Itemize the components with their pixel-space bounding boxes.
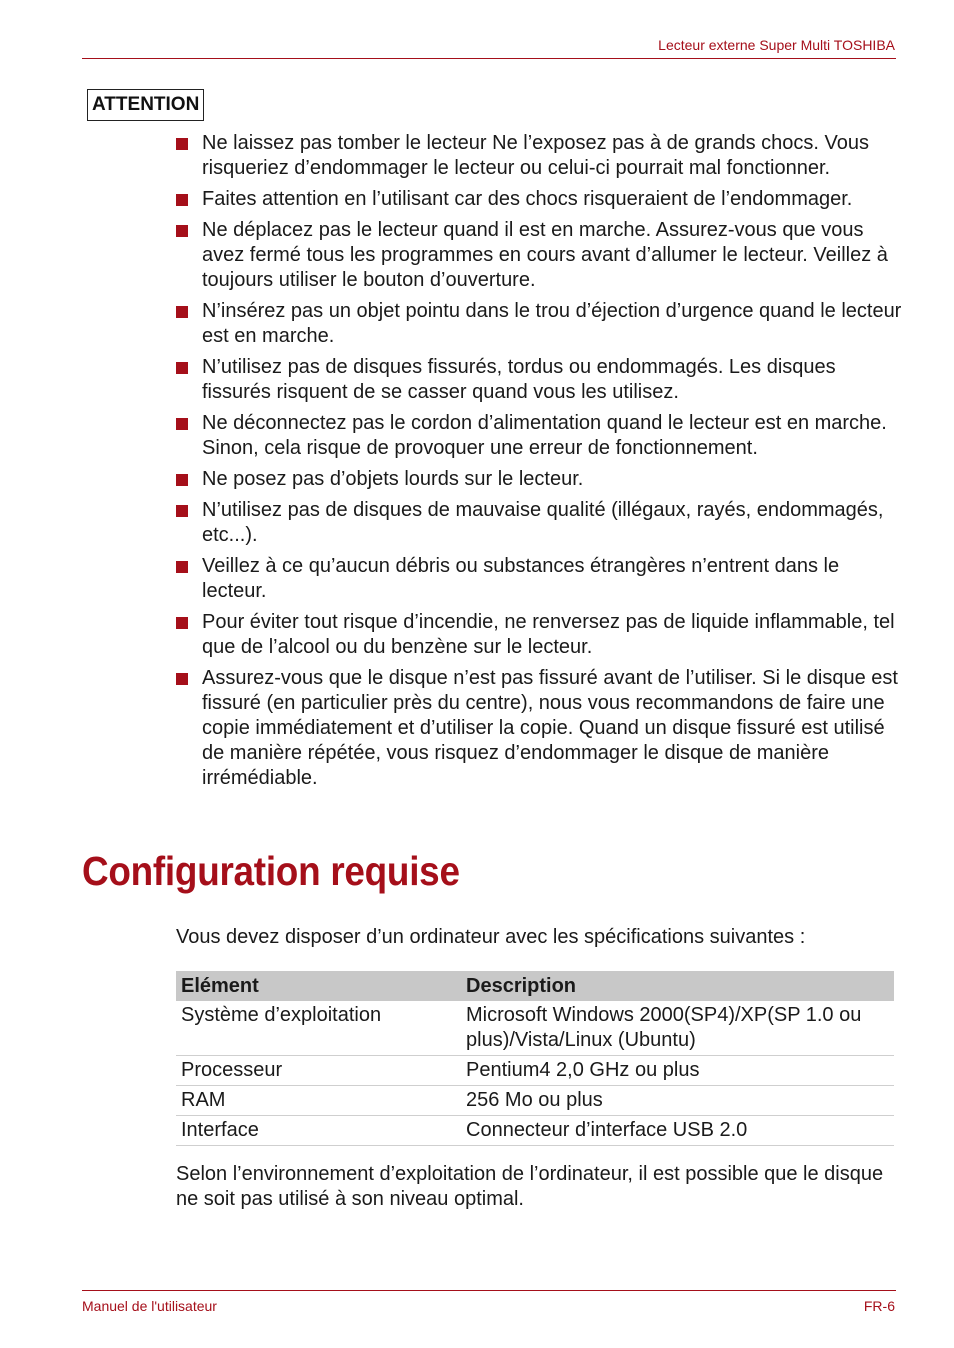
requirements-table	[176, 971, 894, 1146]
column-header-description: Description	[461, 971, 894, 1001]
square-bullet-icon	[176, 362, 188, 374]
caution-text: Ne déconnectez pas le cordon d’alimentation quand le lecteur est en marche. Sinon, cela risque de provoquer une erreur de fonctionnement.	[202, 412, 887, 459]
square-bullet-icon	[176, 194, 188, 206]
caution-text: Ne posez pas d’objets lourds sur le lecteur.	[202, 468, 584, 490]
closing-paragraph: Selon l’environnement d’exploitation de l’ordinateur, il est possible que le disque ne soit pas utilisé à son niveau optimal.	[176, 1163, 884, 1210]
table-cell: RAM	[176, 1086, 461, 1116]
list-item	[0, 218, 902, 293]
square-bullet-icon	[176, 225, 188, 237]
footer-manual-title: Manuel de l'utilisateur	[82, 1298, 217, 1314]
header-divider	[82, 58, 896, 59]
square-bullet-icon	[176, 474, 188, 486]
table-row	[176, 1001, 894, 1056]
table-cell: Processeur	[176, 1056, 461, 1086]
square-bullet-icon	[176, 306, 188, 318]
square-bullet-icon	[176, 673, 188, 685]
square-bullet-icon	[176, 138, 188, 150]
list-item	[0, 498, 902, 548]
square-bullet-icon	[176, 505, 188, 517]
table-cell: Interface	[176, 1116, 461, 1146]
square-bullet-icon	[176, 617, 188, 629]
section-title: Configuration requise	[82, 848, 460, 894]
table-cell: Microsoft Windows 2000(SP4)/XP(SP 1.0 ou plus)/Vista/Linux (Ubuntu)	[461, 1001, 894, 1056]
table-row	[176, 1056, 894, 1086]
caution-text: Ne déplacez pas le lecteur quand il est en marche. Assurez-vous que vous avez fermé tous les programmes en cours avant d’allumer le lecteur. Veillez à toujours utiliser le bouton d’ouverture.	[202, 219, 888, 291]
caution-text: N’insérez pas un objet pointu dans le trou d’éjection d’urgence quand le lecteur est en marche.	[202, 300, 902, 347]
table-row	[176, 1086, 894, 1116]
caution-text: Ne laissez pas tomber le lecteur Ne l’exposez pas à de grands chocs. Vous risqueriez d’endommager le lecteur ou celui-ci pourrait mal fonctionner.	[202, 132, 870, 179]
caution-list	[0, 131, 902, 797]
list-item	[0, 131, 902, 181]
attention-label: ATTENTION	[87, 89, 204, 121]
square-bullet-icon	[176, 561, 188, 573]
square-bullet-icon	[176, 418, 188, 430]
footer-divider	[82, 1290, 896, 1291]
table-cell: Système d’exploitation	[176, 1001, 461, 1056]
list-item	[0, 554, 902, 604]
caution-text: Pour éviter tout risque d’incendie, ne renversez pas de liquide inflammable, tel que de l’alcool ou du benzène sur le lecteur.	[202, 611, 895, 658]
intro-paragraph: Vous devez disposer d’un ordinateur avec les spécifications suivantes :	[176, 926, 806, 948]
table-cell: Pentium4 2,0 GHz ou plus	[461, 1056, 894, 1086]
caution-text: Assurez-vous que le disque n’est pas fissuré avant de l’utiliser. Si le disque est fissuré (en particulier près du centre), nous vous recommandons de faire une copie immédiatement et d’utiliser la copie. Quand un disque fissuré est utilisé de manière répétée, vous risquez d’endommager le disque de manière irrémédiable.	[202, 667, 898, 789]
column-header-element: Elément	[176, 971, 461, 1001]
table-header-row	[176, 971, 894, 1001]
list-item	[0, 467, 902, 492]
list-item	[0, 411, 902, 461]
list-item	[0, 666, 902, 791]
list-item	[0, 299, 902, 349]
list-item	[0, 355, 902, 405]
page-number: FR-6	[863, 1298, 895, 1314]
running-header: Lecteur externe Super Multi TOSHIBA	[658, 37, 895, 53]
caution-text: Faites attention en l’utilisant car des chocs risqueraient de l’endommager.	[202, 188, 853, 210]
list-item	[0, 187, 902, 212]
caution-text: N’utilisez pas de disques de mauvaise qualité (illégaux, rayés, endommagés, etc...).	[202, 499, 884, 546]
list-item	[0, 610, 902, 660]
caution-text: Veillez à ce qu’aucun débris ou substances étrangères n’entrent dans le lecteur.	[202, 555, 840, 602]
table-cell: 256 Mo ou plus	[461, 1086, 894, 1116]
table-row	[176, 1116, 894, 1146]
table-cell: Connecteur d’interface USB 2.0	[461, 1116, 894, 1146]
caution-text: N’utilisez pas de disques fissurés, tordus ou endommagés. Les disques fissurés risquent de se casser quand vous les utilisez.	[202, 356, 836, 403]
